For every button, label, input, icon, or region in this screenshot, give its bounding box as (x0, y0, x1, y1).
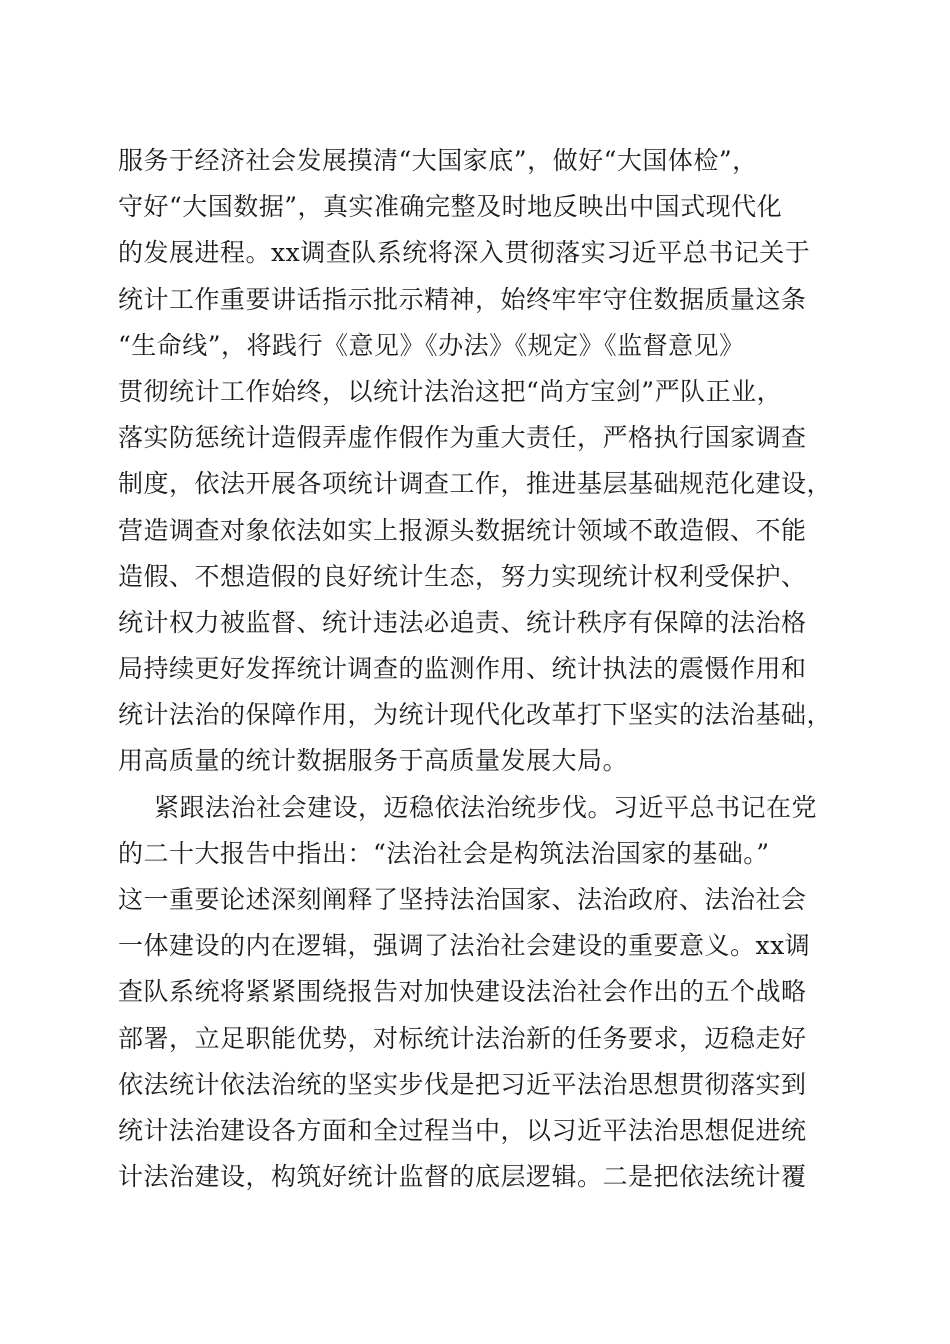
text-line: 局持续更好发挥统计调查的监测作用、统计执法的震慑作用和 (118, 654, 807, 684)
text-line: “生命线”，将践行《意见》《办法》《规定》《监督意见》 (118, 330, 745, 360)
document-body (118, 138, 838, 1200)
text-line: 守好“大国数据”，真实准确完整及时地反映出中国式现代化 (118, 192, 783, 222)
text-line: 统计权力被监督、统计违法必追责、统计秩序有保障的法治格 (118, 607, 807, 637)
text-line: 统计法治建设各方面和全过程当中，以习近平法治思想促进统 (118, 1115, 807, 1145)
text-line: 服务于经济社会发展摸清“大国家底”，做好“大国体检”， (118, 146, 758, 175)
text-line: 这一重要论述深刻阐释了坚持法治国家、法治政府、法治社会 (118, 885, 807, 914)
text-line: 计法治建设，构筑好统计监督的底层逻辑。二是把依法统计覆 (118, 1162, 807, 1192)
text-line: 一体建设的内在逻辑，强调了法治社会建设的重要意义。xx调 (118, 931, 811, 961)
text-line: 制度，依法开展各项统计调查工作，推进基层基础规范化建设， (118, 469, 833, 499)
text-line: 统计工作重要讲话指示批示精神，始终牢牢守住数据质量这条 (118, 284, 807, 314)
text-line: 的发展进程。xx调查队系统将深入贯彻落实习近平总书记关于 (118, 238, 811, 268)
text-line: 紧跟法治社会建设，迈稳依法治统步伐。习近平总书记在党 (154, 792, 818, 822)
text-line: 贯彻统计工作始终，以统计法治这把“尚方宝剑”严队正业， (118, 376, 783, 406)
text-line: 查队系统将紧紧围绕报告对加快建设法治社会作出的五个战略 (118, 977, 807, 1007)
text-line: 依法统计依法治统的坚实步伐是把习近平法治思想贯彻落实到 (118, 1069, 807, 1099)
text-line: 用高质量的统计数据服务于高质量发展大局。 (118, 746, 629, 776)
text-line: 部署，立足职能优势，对标统计法治新的任务要求，迈稳走好 (118, 1023, 807, 1053)
text-line: 统计法治的保障作用，为统计现代化改革打下坚实的法治基础， (118, 700, 833, 730)
text-line: 造假、不想造假的良好统计生态，努力实现统计权利受保护、 (118, 561, 807, 591)
text-line: 落实防惩统计造假弄虚作假作为重大责任，严格执行国家调查 (118, 423, 807, 453)
paragraph-1 (118, 138, 838, 785)
paragraph-2 (118, 785, 838, 1201)
text-line: 营造调查对象依法如实上报源头数据统计领域不敢造假、不能 (118, 515, 807, 545)
text-line: 的二十大报告中指出：“法治社会是构筑法治国家的基础。” (118, 838, 770, 868)
